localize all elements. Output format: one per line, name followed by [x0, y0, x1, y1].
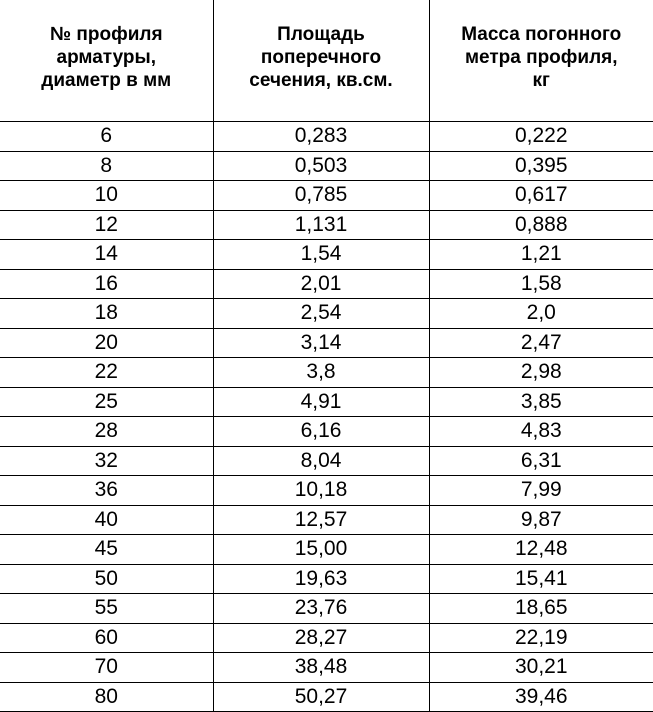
table-row [0, 682, 653, 712]
header-diameter: № профиля арматуры, диаметр в мм [0, 0, 213, 122]
table-row [0, 358, 653, 388]
cell-mass: 39,46 [429, 682, 653, 712]
cell-diameter: 28 [0, 417, 213, 447]
table-row [0, 623, 653, 653]
cell-area: 1,54 [213, 240, 429, 270]
cell-diameter: 8 [0, 151, 213, 181]
table-row [0, 299, 653, 329]
cell-diameter: 50 [0, 564, 213, 594]
cell-area: 2,54 [213, 299, 429, 329]
cell-mass: 1,58 [429, 269, 653, 299]
table-body [0, 122, 653, 712]
cell-mass: 0,222 [429, 122, 653, 152]
cell-area: 10,18 [213, 476, 429, 506]
cell-mass: 4,83 [429, 417, 653, 447]
table-row [0, 446, 653, 476]
cell-mass: 6,31 [429, 446, 653, 476]
cell-area: 2,01 [213, 269, 429, 299]
cell-diameter: 6 [0, 122, 213, 152]
cell-diameter: 20 [0, 328, 213, 358]
table-row [0, 476, 653, 506]
cell-area: 3,8 [213, 358, 429, 388]
table-row [0, 181, 653, 211]
header-row [0, 0, 653, 122]
table-row [0, 564, 653, 594]
table-row [0, 594, 653, 624]
header-mass: Масса погонного метра профиля, кг [429, 0, 653, 122]
cell-mass: 2,98 [429, 358, 653, 388]
cell-mass: 9,87 [429, 505, 653, 535]
cell-diameter: 40 [0, 505, 213, 535]
cell-area: 38,48 [213, 653, 429, 683]
cell-area: 15,00 [213, 535, 429, 565]
cell-area: 19,63 [213, 564, 429, 594]
cell-mass: 3,85 [429, 387, 653, 417]
cell-diameter: 18 [0, 299, 213, 329]
cell-diameter: 14 [0, 240, 213, 270]
cell-area: 23,76 [213, 594, 429, 624]
cell-mass: 2,47 [429, 328, 653, 358]
cell-area: 28,27 [213, 623, 429, 653]
cell-diameter: 16 [0, 269, 213, 299]
header-area: Площадь поперечного сечения, кв.см. [213, 0, 429, 122]
table-row [0, 328, 653, 358]
table-row [0, 653, 653, 683]
cell-mass: 22,19 [429, 623, 653, 653]
cell-mass: 1,21 [429, 240, 653, 270]
cell-area: 4,91 [213, 387, 429, 417]
cell-area: 0,503 [213, 151, 429, 181]
cell-diameter: 60 [0, 623, 213, 653]
cell-mass: 0,395 [429, 151, 653, 181]
cell-mass: 7,99 [429, 476, 653, 506]
cell-area: 3,14 [213, 328, 429, 358]
cell-diameter: 12 [0, 210, 213, 240]
cell-mass: 0,617 [429, 181, 653, 211]
cell-diameter: 45 [0, 535, 213, 565]
cell-area: 6,16 [213, 417, 429, 447]
table-row [0, 505, 653, 535]
cell-mass: 18,65 [429, 594, 653, 624]
table-row [0, 240, 653, 270]
table-row [0, 122, 653, 152]
cell-diameter: 22 [0, 358, 213, 388]
cell-diameter: 25 [0, 387, 213, 417]
cell-mass: 30,21 [429, 653, 653, 683]
table-row [0, 210, 653, 240]
table-row [0, 387, 653, 417]
table-row [0, 535, 653, 565]
cell-mass: 2,0 [429, 299, 653, 329]
cell-area: 0,785 [213, 181, 429, 211]
cell-area: 0,283 [213, 122, 429, 152]
cell-diameter: 70 [0, 653, 213, 683]
cell-diameter: 55 [0, 594, 213, 624]
table-row [0, 269, 653, 299]
cell-diameter: 32 [0, 446, 213, 476]
cell-diameter: 36 [0, 476, 213, 506]
cell-mass: 12,48 [429, 535, 653, 565]
cell-area: 50,27 [213, 682, 429, 712]
table-row [0, 417, 653, 447]
cell-mass: 15,41 [429, 564, 653, 594]
cell-mass: 0,888 [429, 210, 653, 240]
cell-diameter: 80 [0, 682, 213, 712]
cell-area: 12,57 [213, 505, 429, 535]
cell-diameter: 10 [0, 181, 213, 211]
table-row [0, 151, 653, 181]
cell-area: 8,04 [213, 446, 429, 476]
cell-area: 1,131 [213, 210, 429, 240]
